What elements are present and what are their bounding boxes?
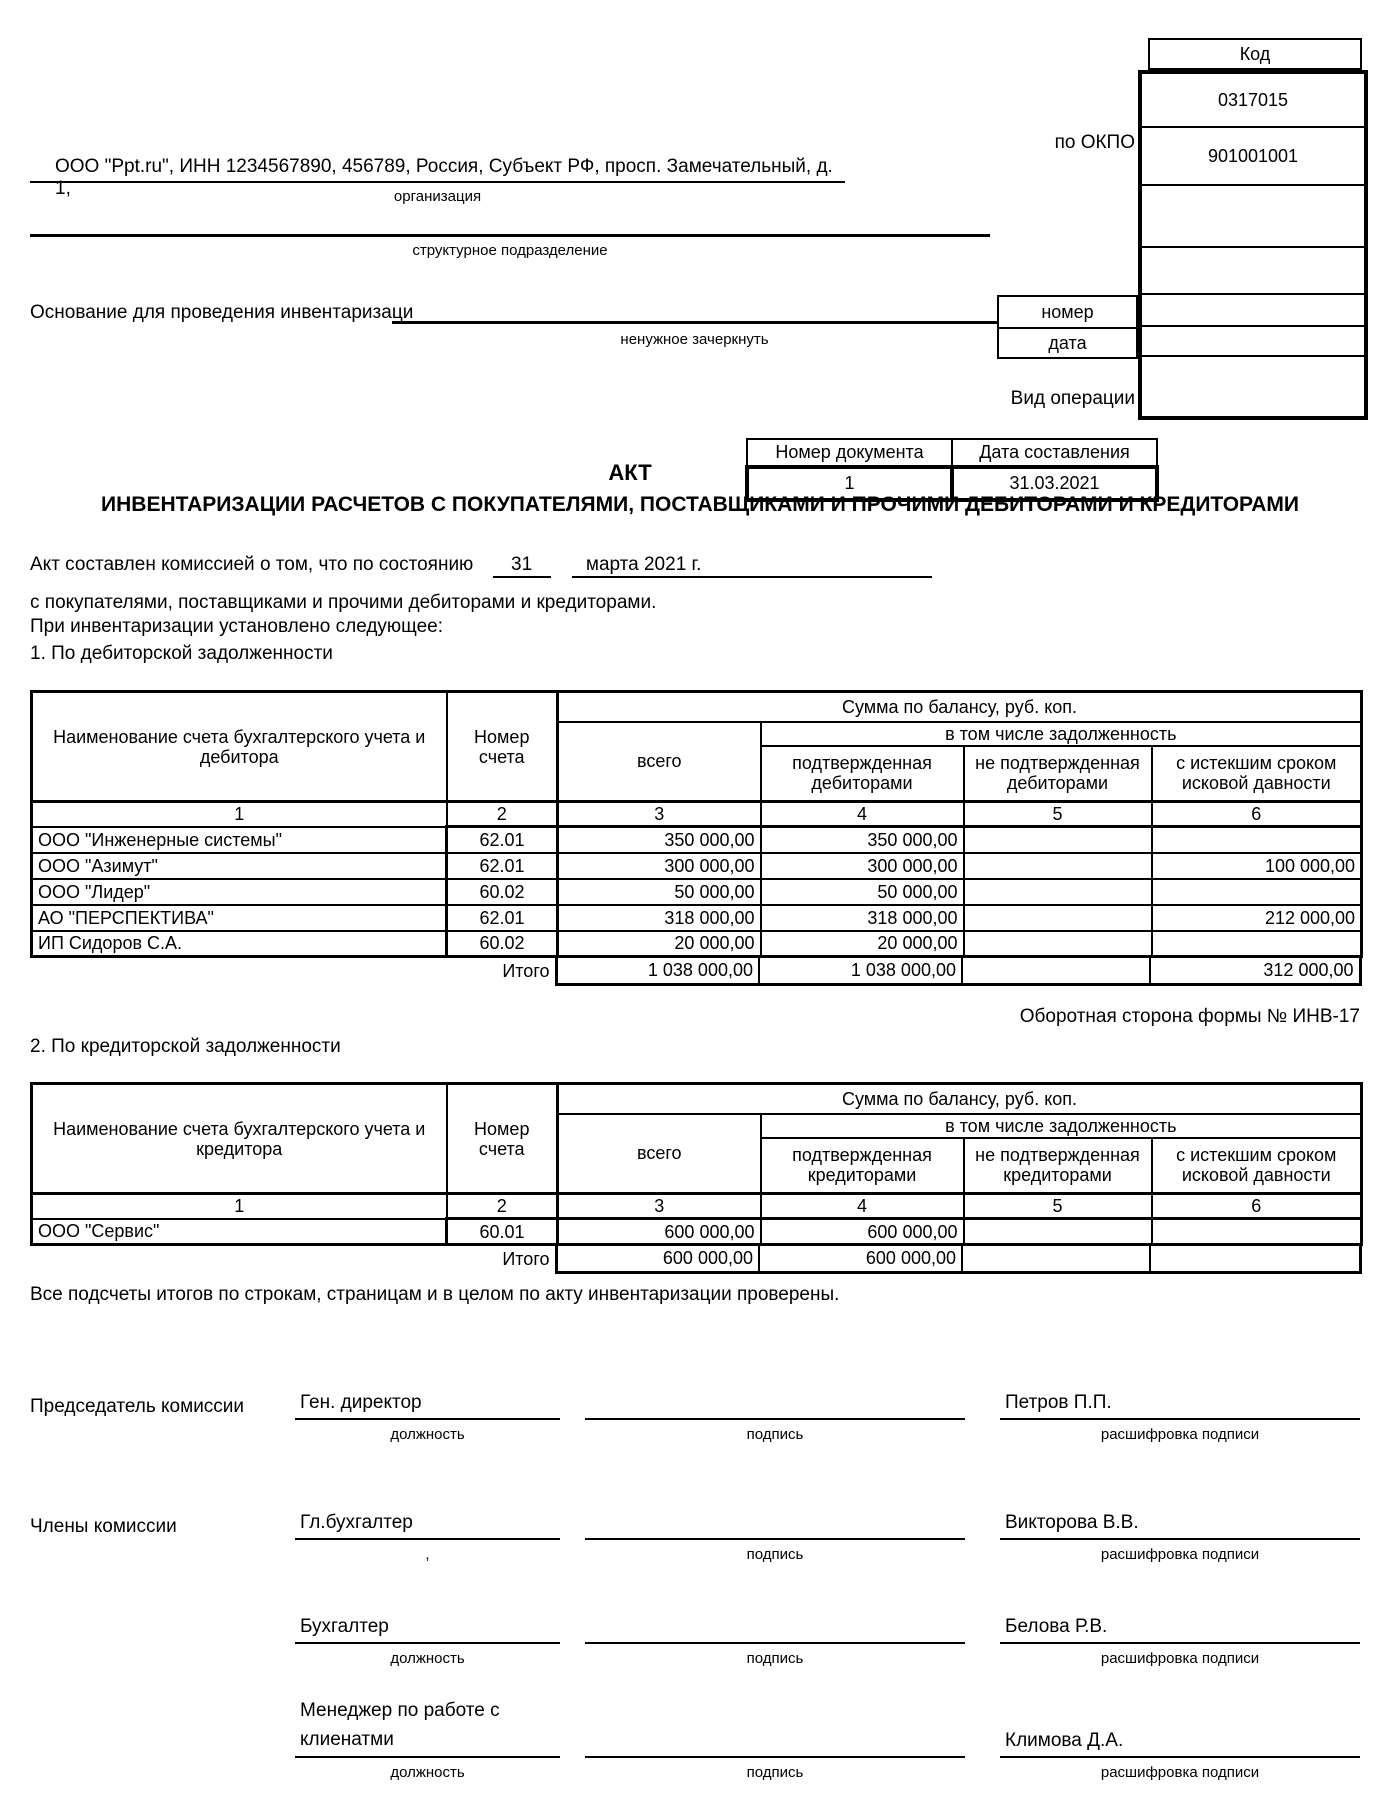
- intro-text: Акт составлен комиссией о том, что по состоянию: [30, 554, 474, 575]
- creditor-expired: [1152, 1219, 1362, 1245]
- debtor-total: 318 000,00: [558, 905, 761, 931]
- colnum-6: 6: [1152, 1194, 1362, 1219]
- debtor-name: ООО "Инженерные системы": [32, 827, 447, 853]
- debtor-expired: [1152, 931, 1362, 957]
- debtor-unconfirmed: [964, 879, 1152, 905]
- act-title: АКТ: [608, 460, 652, 485]
- total-label: Итого: [502, 1249, 550, 1269]
- creditors-confirmed-header: подтвержденная кредиторами: [761, 1138, 964, 1194]
- creditor-row: [32, 1219, 1362, 1245]
- section2-title: 2. По кредиторской задолженности: [30, 1036, 341, 1057]
- debtor-expired: 100 000,00: [1152, 853, 1362, 879]
- colnum-3: 3: [558, 1194, 761, 1219]
- debtor-confirmed: 318 000,00: [761, 905, 964, 931]
- po-okpo-label: по ОКПО: [1054, 132, 1135, 153]
- position-field: [295, 1512, 560, 1540]
- debtor-name: ООО "Лидер": [32, 879, 447, 905]
- creditors-expired-header: с истекшим сроком исковой давности: [1152, 1138, 1362, 1194]
- debtor-expired: [1152, 827, 1362, 853]
- debtors-total-header: всего: [558, 722, 761, 802]
- name-value: Белова Р.В.: [1005, 1616, 1108, 1637]
- debtor-row: [32, 879, 1362, 905]
- basis-label: Основание для проведения инвентаризаци: [30, 302, 414, 323]
- position-caption: ,: [425, 1546, 430, 1563]
- signature-field: [585, 1730, 965, 1758]
- name-caption: расшифровка подписи: [1100, 1764, 1260, 1781]
- colnum-2: 2: [447, 1194, 558, 1219]
- colnum-4: 4: [761, 1194, 964, 1219]
- position-value: Менеджер по работе с клиенатми: [300, 1700, 500, 1750]
- code-box: [1138, 70, 1368, 420]
- creditors-including-header: в том числе задолженность: [761, 1114, 1362, 1138]
- debtor-name: ООО "Азимут": [32, 853, 447, 879]
- okud-code-cell: 0317015: [1142, 74, 1364, 128]
- name-field: [1000, 1512, 1360, 1540]
- debtor-confirmed: 20 000,00: [761, 931, 964, 957]
- colnum-3: 3: [558, 802, 761, 827]
- sign-caption: подпись: [746, 1764, 804, 1781]
- colnum-5: 5: [964, 802, 1152, 827]
- basis-line: [392, 300, 997, 324]
- debtor-unconfirmed: [964, 905, 1152, 931]
- debtor-name: ИП Сидоров С.А.: [32, 931, 447, 957]
- total-sum: 600 000,00: [556, 1246, 759, 1272]
- act-subtitle: ИНВЕНТАРИЗАЦИИ РАСЧЕТОВ С ПОКУПАТЕЛЯМИ, ПОСТАВЩИКАМИ И ПРОЧИМИ ДЕБИТОРАМИ И КРЕДИТОРАМИ: [101, 493, 1299, 516]
- organization-line: ООО "Ppt.ru", ИНН 1234567890, 456789, Россия, Субъект РФ, просп. Замечательный, д. 1,: [30, 156, 845, 183]
- debtor-total: 20 000,00: [558, 931, 761, 957]
- name-value: Петров П.П.: [1005, 1392, 1112, 1413]
- name-field: [1000, 1392, 1360, 1420]
- creditor-confirmed: 600 000,00: [761, 1219, 964, 1245]
- position-value: Гл.бухгалтер: [300, 1512, 413, 1533]
- okpo-code-cell: 901001001: [1142, 128, 1364, 186]
- debtor-account: 62.01: [447, 827, 558, 853]
- unit-line: [30, 214, 990, 237]
- column-numbers-row: [32, 1194, 1362, 1219]
- sign-caption: подпись: [746, 1650, 804, 1667]
- organization-caption: организация: [393, 188, 482, 205]
- kod-header-cell: Код: [1148, 38, 1362, 70]
- sign-caption: подпись: [746, 1426, 804, 1443]
- position-value: Бухгалтер: [300, 1616, 389, 1637]
- debtor-name: АО "ПЕРСПЕКТИВА": [32, 905, 447, 931]
- empty-code-cell-2: [1142, 248, 1364, 295]
- colnum-5: 5: [964, 1194, 1152, 1219]
- debtor-account: 62.01: [447, 853, 558, 879]
- intro-month-field: марта 2021 г.: [572, 554, 932, 578]
- total-sum: 1 038 000,00: [556, 958, 759, 984]
- debtor-account: 60.02: [447, 931, 558, 957]
- debtors-account-header: Номер счета: [447, 692, 558, 802]
- debtor-unconfirmed: [964, 853, 1152, 879]
- name-value: Викторова В.В.: [1005, 1512, 1139, 1533]
- colnum-2: 2: [447, 802, 558, 827]
- creditors-table: [30, 1082, 1363, 1246]
- signature-field: [585, 1392, 965, 1420]
- intro-line-3: При инвентаризации установлено следующее:: [30, 616, 444, 637]
- unit-caption: структурное подразделение: [412, 242, 608, 259]
- debtor-account: 60.02: [447, 879, 558, 905]
- intro-day-field: 31: [493, 554, 551, 578]
- debtors-table-block: [30, 690, 1363, 986]
- creditor-total: 600 000,00: [558, 1219, 761, 1245]
- signature-field: [585, 1616, 965, 1644]
- doc-number-header: Номер документа: [747, 439, 952, 467]
- debtor-row: [32, 853, 1362, 879]
- date-label-cell: дата: [997, 329, 1138, 359]
- debtors-sum-header: Сумма по балансу, руб. коп.: [558, 692, 1362, 722]
- total-unconfirmed: [962, 1246, 1150, 1272]
- debtors-unconfirmed-header: не подтвержденная дебиторами: [964, 746, 1152, 802]
- debtor-unconfirmed: [964, 931, 1152, 957]
- signature-role: Члены комиссии: [30, 1516, 177, 1537]
- debtor-confirmed: 300 000,00: [761, 853, 964, 879]
- debtors-table: [30, 690, 1363, 958]
- position-caption: должность: [390, 1650, 465, 1667]
- number-label-cell: номер: [997, 295, 1138, 329]
- creditors-total-row: [445, 1246, 1360, 1272]
- debtors-including-header: в том числе задолженность: [761, 722, 1362, 746]
- doc-number-value: 1: [747, 467, 952, 500]
- empty-code-cell-operation: [1142, 357, 1364, 416]
- operation-type-label: Вид операции: [1010, 388, 1135, 409]
- name-caption: расшифровка подписи: [1100, 1426, 1260, 1443]
- sign-caption: подпись: [746, 1546, 804, 1563]
- empty-code-cell-date: [1142, 327, 1364, 357]
- position-caption: должность: [390, 1764, 465, 1781]
- debtor-unconfirmed: [964, 827, 1152, 853]
- total-expired: 312 000,00: [1150, 958, 1360, 984]
- creditor-name: ООО "Сервис": [32, 1219, 447, 1245]
- debtors-confirmed-header: подтвержденная дебиторами: [761, 746, 964, 802]
- debtor-total: 350 000,00: [558, 827, 761, 853]
- creditors-total-table: [445, 1246, 1362, 1274]
- creditors-name-header: Наименование счета бухгалтерского учета и кредитора: [32, 1084, 447, 1194]
- creditors-total-header: всего: [558, 1114, 761, 1194]
- intro-line-2: с покупателями, поставщиками и прочими дебиторами и кредиторами.: [30, 592, 657, 613]
- total-confirmed: 1 038 000,00: [759, 958, 962, 984]
- creditor-unconfirmed: [964, 1219, 1152, 1245]
- debtor-total: 300 000,00: [558, 853, 761, 879]
- position-field: [295, 1616, 560, 1644]
- name-value: Климова Д.А.: [1005, 1730, 1124, 1751]
- debtors-expired-header: с истекшим сроком исковой давности: [1152, 746, 1362, 802]
- debtor-row: [32, 931, 1362, 957]
- debtors-total-row: [445, 958, 1360, 984]
- section1-title: 1. По дебиторской задолженности: [30, 643, 333, 664]
- debtor-row: [32, 905, 1362, 931]
- total-expired: [1150, 1246, 1360, 1272]
- name-field: [1000, 1616, 1360, 1644]
- doc-date-header: Дата составления: [952, 439, 1157, 467]
- colnum-6: 6: [1152, 802, 1362, 827]
- signature-field: [585, 1512, 965, 1540]
- intro-line-1: [30, 554, 1130, 578]
- doc-date-value: 31.03.2021: [952, 467, 1157, 500]
- debtor-account: 62.01: [447, 905, 558, 931]
- name-field: [1000, 1730, 1360, 1758]
- debtor-confirmed: 50 000,00: [761, 879, 964, 905]
- creditors-table-block: [30, 1082, 1363, 1274]
- colnum-1: 1: [32, 802, 447, 827]
- basis-caption: ненужное зачеркнуть: [620, 331, 769, 348]
- column-numbers-row: [32, 802, 1362, 827]
- creditors-unconfirmed-header: не подтвержденная кредиторами: [964, 1138, 1152, 1194]
- position-field: [295, 1392, 560, 1420]
- debtor-confirmed: 350 000,00: [761, 827, 964, 853]
- creditor-account: 60.01: [447, 1219, 558, 1245]
- name-caption: расшифровка подписи: [1100, 1650, 1260, 1667]
- total-confirmed: 600 000,00: [759, 1246, 962, 1272]
- position-value: Ген. директор: [300, 1392, 422, 1413]
- colnum-4: 4: [761, 802, 964, 827]
- check-note: Все подсчеты итогов по строкам, страницам и в целом по акту инвентаризации проверены.: [30, 1284, 840, 1305]
- reverse-side-note: Оборотная сторона формы № ИНВ-17: [1019, 1006, 1360, 1027]
- position-field: [295, 1700, 560, 1758]
- creditors-account-header: Номер счета: [447, 1084, 558, 1194]
- debtor-total: 50 000,00: [558, 879, 761, 905]
- debtor-row: [32, 827, 1362, 853]
- colnum-1: 1: [32, 1194, 447, 1219]
- debtors-name-header: Наименование счета бухгалтерского учета и дебитора: [32, 692, 447, 802]
- total-label: Итого: [502, 961, 550, 981]
- empty-code-cell-1: [1142, 186, 1364, 248]
- position-caption: должность: [390, 1426, 465, 1443]
- signature-role: Председатель комиссии: [30, 1396, 245, 1417]
- debtor-expired: 212 000,00: [1152, 905, 1362, 931]
- total-unconfirmed: [962, 958, 1150, 984]
- debtors-total-table: [445, 958, 1362, 986]
- debtor-expired: [1152, 879, 1362, 905]
- empty-code-cell-number: [1142, 295, 1364, 327]
- creditors-sum-header: Сумма по балансу, руб. коп.: [558, 1084, 1362, 1114]
- name-caption: расшифровка подписи: [1100, 1546, 1260, 1563]
